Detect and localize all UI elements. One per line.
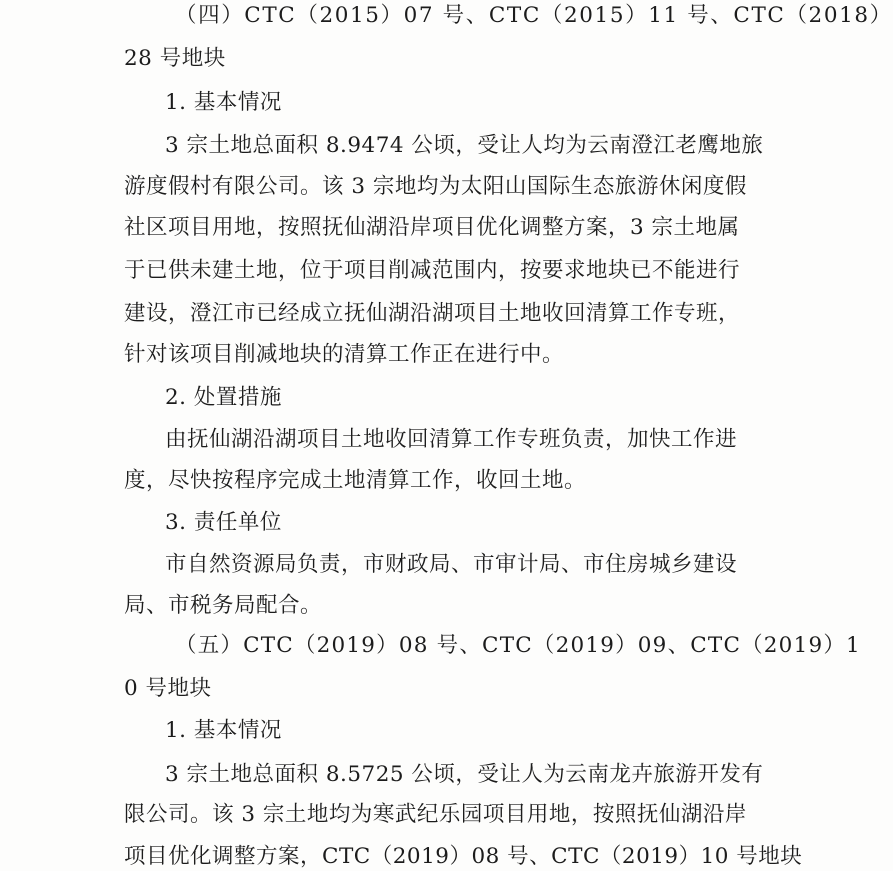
paragraph-line: 市自然资源局负责，市财政局、市审计局、市住房城乡建设	[165, 552, 738, 577]
section-4-heading-continued: 28 号地块	[124, 46, 226, 71]
paragraph-line: 社区项目用地，按照抚仙湖沿岸项目优化调整方案，3 宗土地属	[124, 215, 740, 240]
section-4-heading: （四）CTC（2015）07 号、CTC（2015）11 号、CTC（2018）	[175, 3, 893, 28]
subheading-measures: 2. 处置措施	[165, 385, 282, 410]
section-5-heading: （五）CTC（2019）08 号、CTC（2019）09、CTC（2019）1	[175, 633, 861, 658]
paragraph-line: 于已供未建土地，位于项目削减范围内，按要求地块已不能进行	[124, 258, 741, 283]
paragraph-line: 针对该项目削减地块的清算工作正在进行中。	[124, 342, 565, 367]
paragraph-line: 3 宗土地总面积 8.9474 公顷，受让人均为云南澄江老鹰地旅	[165, 133, 764, 158]
subheading-responsible-units: 3. 责任单位	[165, 510, 282, 535]
subheading-basic-situation: 1. 基本情况	[165, 718, 282, 743]
paragraph-line: 由抚仙湖沿湖项目土地收回清算工作专班负责，加快工作进	[165, 427, 738, 452]
paragraph-line: 度，尽快按程序完成土地清算工作，收回土地。	[124, 468, 587, 493]
section-5-heading-continued: 0 号地块	[124, 676, 212, 701]
paragraph-line: 局、市税务局配合。	[124, 593, 323, 618]
paragraph-line: 3 宗土地总面积 8.5725 公顷，受让人为云南龙卉旅游开发有	[165, 762, 764, 787]
paragraph-line: 项目优化调整方案，CTC（2019）08 号、CTC（2019）10 号地块	[124, 844, 803, 869]
paragraph-line: 限公司。该 3 宗土地均为寒武纪乐园项目用地，按照抚仙湖沿岸	[124, 802, 747, 827]
paragraph-line: 游度假村有限公司。该 3 宗地均为太阳山国际生态旅游休闲度假	[124, 174, 747, 199]
subheading-basic-situation: 1. 基本情况	[165, 90, 282, 115]
paragraph-line: 建设，澄江市已经成立抚仙湖沿湖项目土地收回清算工作专班，	[124, 301, 741, 326]
